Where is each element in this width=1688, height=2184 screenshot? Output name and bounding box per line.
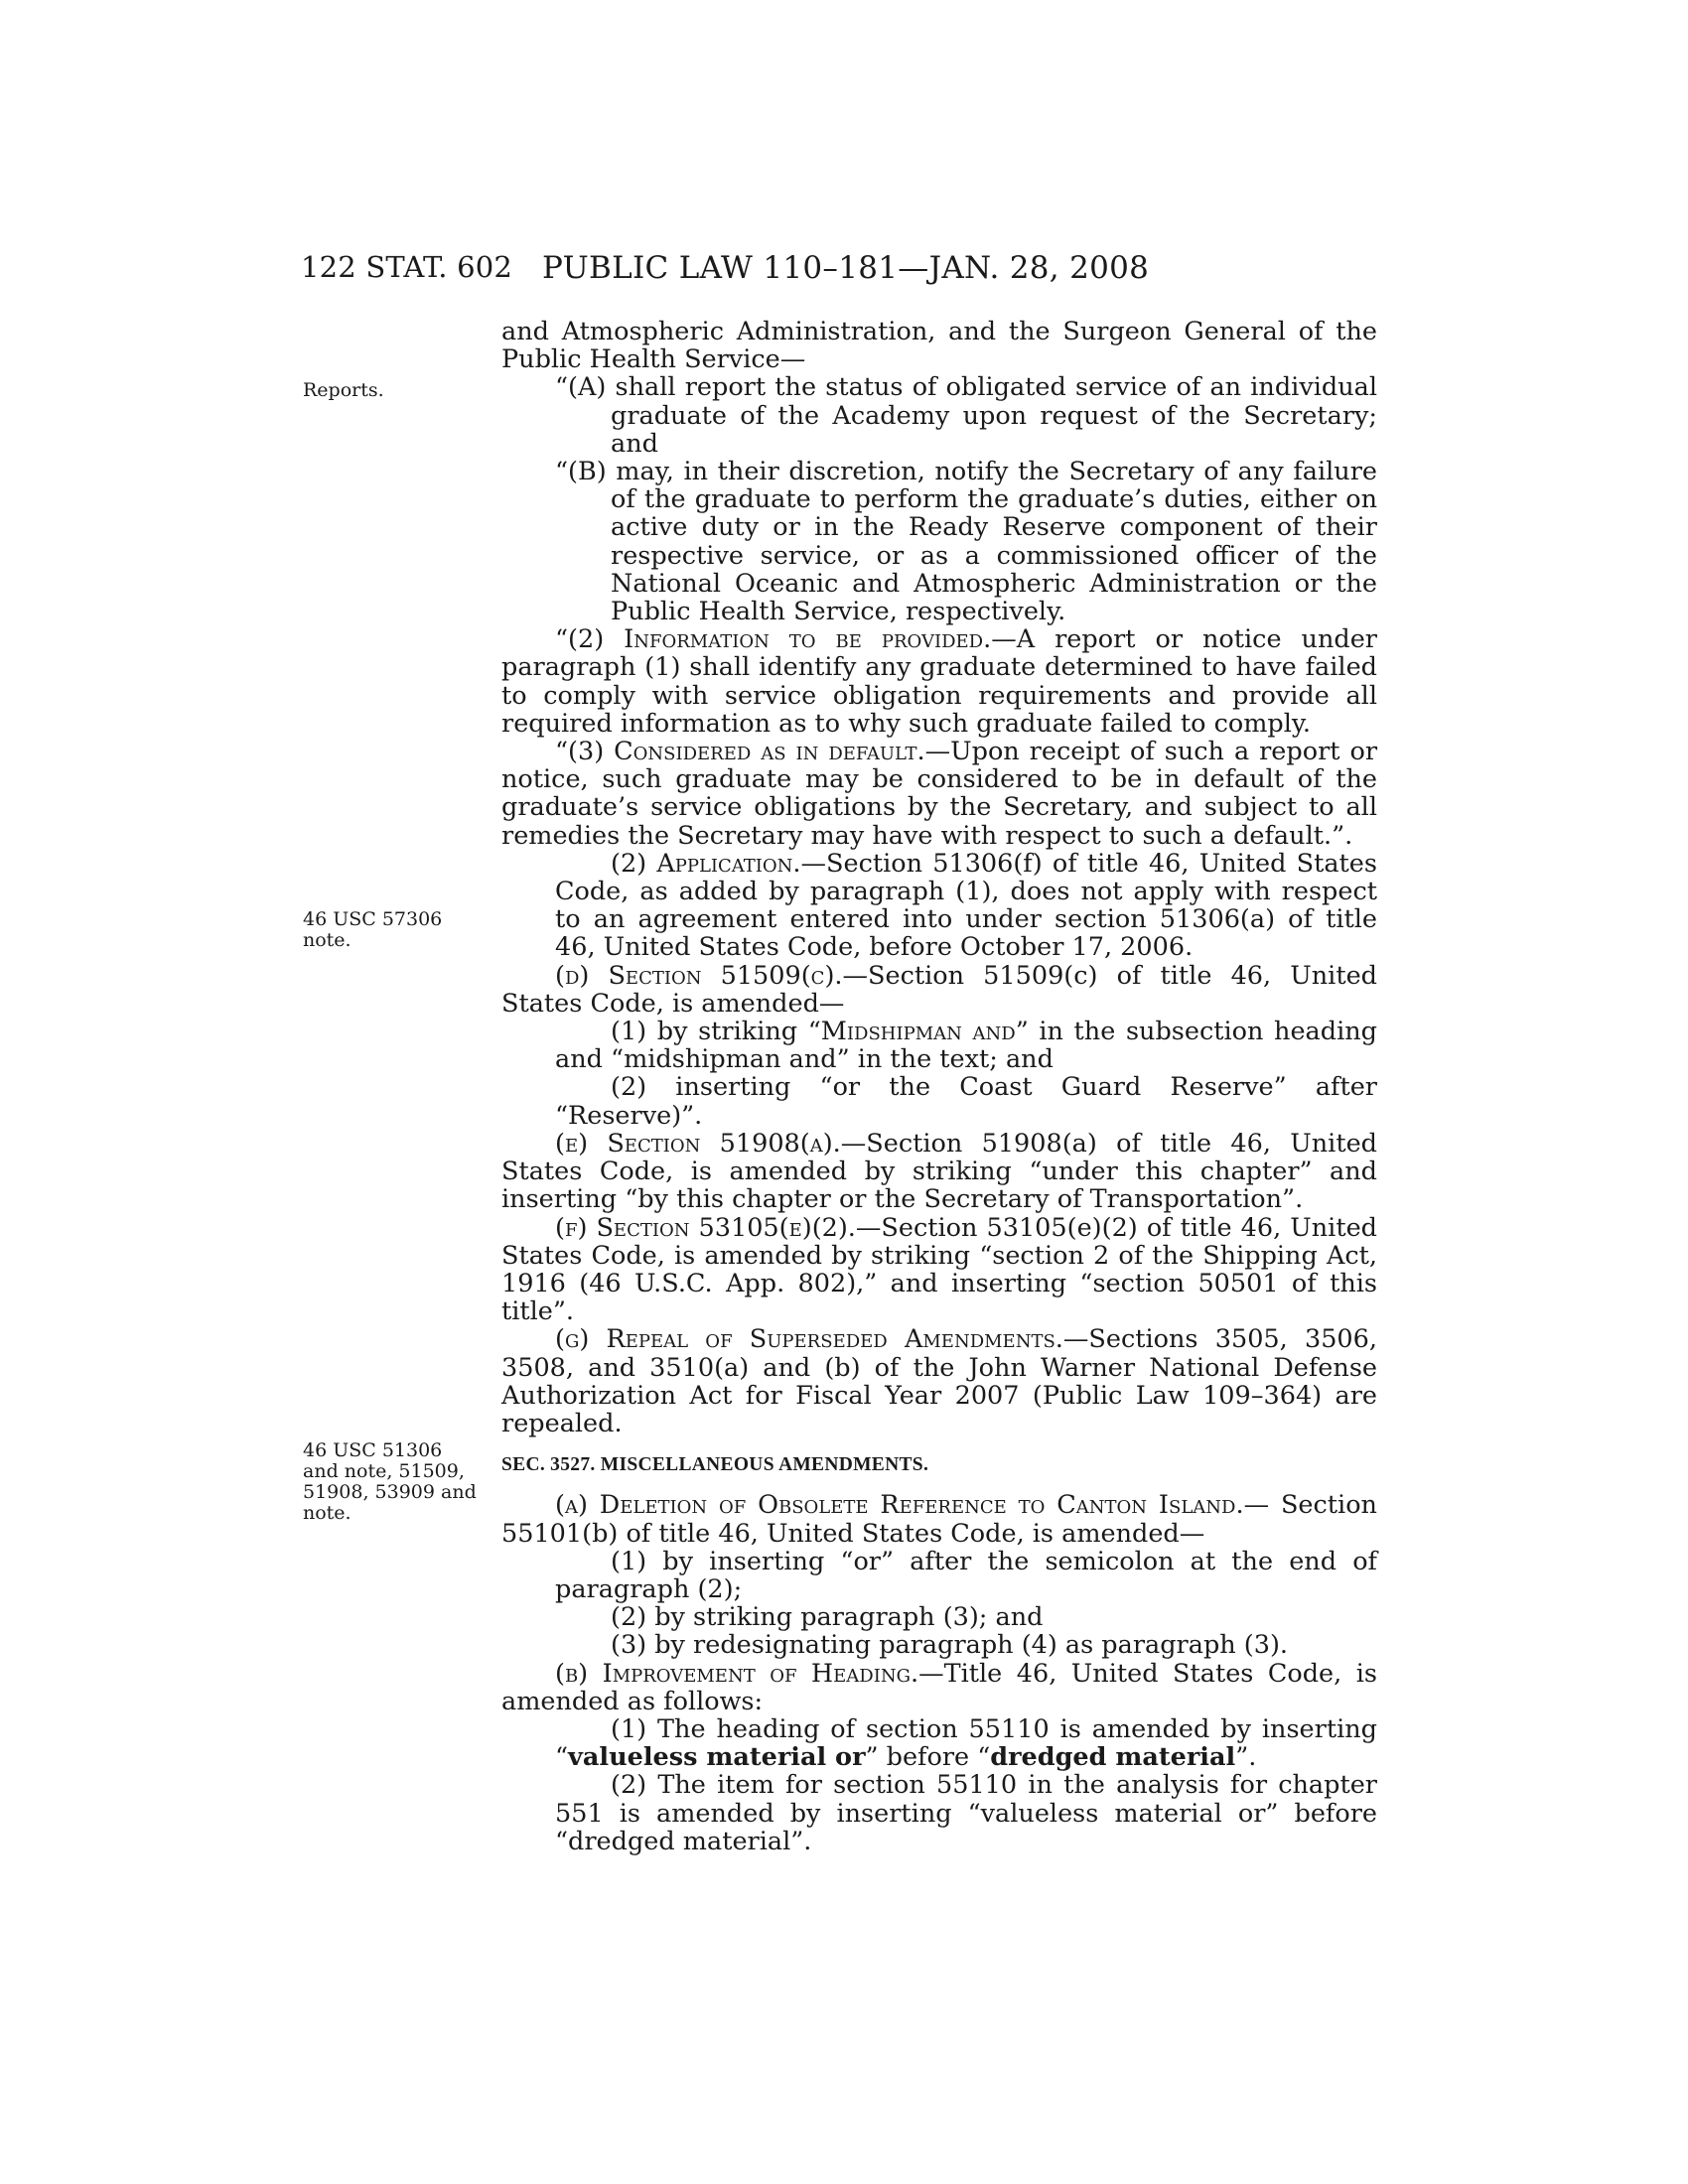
paragraph: and Atmospheric Administration, and the Surgeon General of the Public Health Service— [501, 317, 1377, 375]
paragraph: (d) Section 51509(c).—Section 51509(c) of title 46, United States Code, is amended— [501, 960, 1377, 1019]
paragraph: (2) The item for section 55110 in the analysis for chapter 551 is amended by inserting “valueless material or” before “dredged material”. [555, 1770, 1377, 1856]
paragraph: (2) inserting “or the Coast Guard Reserve” after “Reserve)”. [555, 1072, 1377, 1131]
subsection-heading: (e) Section 51908(a). [555, 1128, 841, 1159]
subsection-heading: (a) Deletion of Obsolete Reference to Canton Island. [555, 1490, 1244, 1521]
paragraph: (2) by striking paragraph (3); and [611, 1602, 1044, 1633]
paragraph: “(A) shall report the status of obligated service of an individual graduate of the Academy upon request of the Secretary; and [555, 372, 1377, 459]
paragraph: (2) Application.—Section 51306(f) of title 46, United States Code, as added by paragraph (1), does not apply with respect to an agreement entered into under section 51306(a) of title 46, United States Code, before October 17, 2006. [555, 848, 1377, 963]
subsection-heading: (b) Improvement of Heading. [555, 1658, 919, 1689]
paragraph: “(2) Information to be provided.—A report or notice under paragraph (1) shall identify any graduate determined to have failed to comply with service obligation requirements and provide all required information as to why such graduate failed to comply. [501, 624, 1377, 739]
statute-body [501, 318, 1377, 1855]
paragraph: “(3) Considered as in default.—Upon receipt of such a report or notice, such graduate may be considered to be in default of the graduate’s service obligations by the Secretary, and subject to all remedies the Secretary may have with respect to such a default.”. [501, 737, 1378, 851]
paragraph: (g) Repeal of Superseded Amendments.—Sections 3505, 3506, 3508, and 3510(a) and (b) of the John Warner National Defense Authorization Act for Fiscal Year 2007 (Public Law 109–364) are repealed. [501, 1324, 1377, 1438]
paragraph: (1) by inserting “or” after the semicolon at the end of paragraph (2); [555, 1546, 1377, 1604]
section-heading: SEC. 3527. MISCELLANEOUS AMENDMENTS. [501, 1454, 929, 1476]
paragraph-heading: (2) Application. [611, 848, 801, 879]
statute-page-number: 122 STAT. 602 [301, 250, 513, 284]
paragraph: “(B) may, in their discretion, notify the Secretary of any failure of the graduate to perform the graduate’s duties, either on active duty or in the Ready Reserve component of their respective service, or as a commissioned officer of the National Oceanic and Atmospheric Administration or the Public Health Service, respectively. [555, 457, 1377, 627]
subsection-heading: (g) Repeal of Superseded Amendments. [555, 1324, 1063, 1355]
paragraph: (3) by redesignating paragraph (4) as paragraph (3). [611, 1630, 1289, 1661]
paragraph: (b) Improvement of Heading.—Title 46, United States Code, is amended as follows: [501, 1658, 1377, 1716]
running-title: PUBLIC LAW 110–181—JAN. 28, 2008 [542, 250, 1150, 286]
paragraph-heading: “(2) Information to be provided. [555, 624, 992, 655]
margin-note-reports: Reports. [303, 379, 384, 401]
paragraph: (1) The heading of section 55110 is amended by inserting “valueless material or” before “dredged material”. [555, 1713, 1377, 1773]
paragraph-heading: “(3) Considered as in default. [555, 737, 925, 767]
margin-note-46usc57306: 46 USC 57306 note. [303, 908, 443, 951]
paragraph: (f) Section 53105(e)(2).—Section 53105(e)(2) of title 46, United States Code, is amended by striking “section 2 of the Shipping Act, 1916 (46 U.S.C. App. 802),” and inserting “section 50501 of this title”. [501, 1212, 1378, 1327]
paragraph: (a) Deletion of Obsolete Reference to Canton Island.— Section 55101(b) of title 46, United States Code, is amended— [501, 1490, 1377, 1549]
page-header [0, 250, 1688, 290]
paragraph: (e) Section 51908(a).—Section 51908(a) of title 46, United States Code, is amended by striking “under this chapter” and inserting “by this chapter or the Secretary of Transportation”. [501, 1128, 1378, 1215]
paragraph: (1) by striking “Midshipman and” in the subsection heading and “midshipman and” in the text; and [555, 1017, 1377, 1075]
subsection-heading: (d) Section 51509(c). [555, 960, 843, 991]
margin-note-46usc51306: 46 USC 51306 and note, 51509, 51908, 53909 and note. [303, 1439, 477, 1524]
subsection-heading: (f) Section 53105(e)(2). [555, 1212, 856, 1243]
